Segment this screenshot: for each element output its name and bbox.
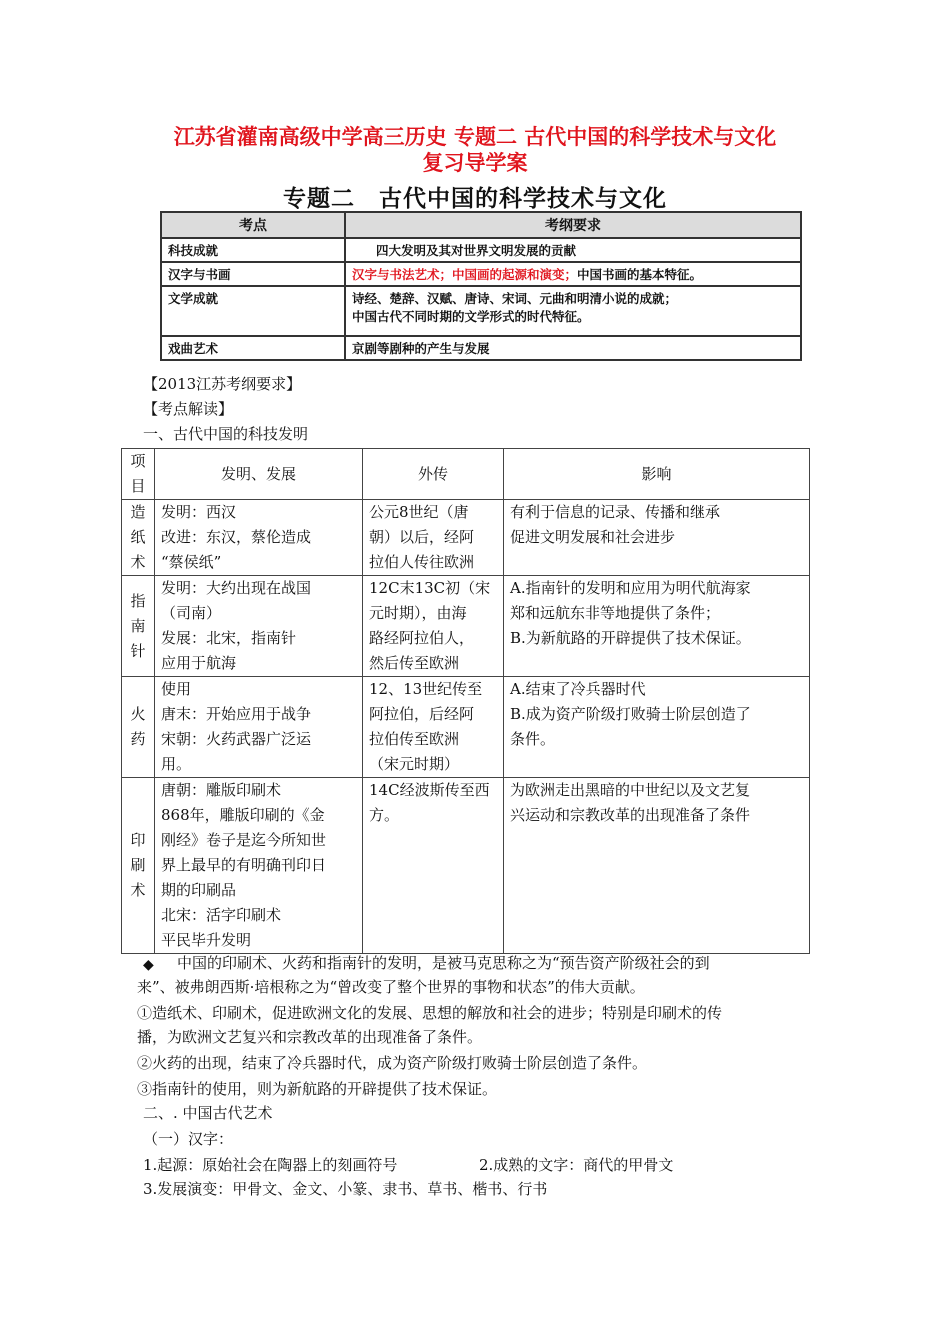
note-line: 3.发展演变：甲骨文、金文、小篆、隶书、草书、楷书、行书 [143,1180,548,1198]
cell-line: 发明：大约出现在战国 [161,579,312,597]
item-cell: 印 刷 术 [122,778,155,954]
req-point: 文学成就 [161,286,345,336]
table-row [122,576,810,677]
spread-cell [363,778,504,954]
cell-line: 朝）以后，经阿 [369,528,475,546]
note-line: 1.起源：原始社会在陶器上的刻画符号 [143,1156,398,1174]
cell-line: B.成为资产阶级打败骑士阶层创造了 [510,705,751,723]
cell-line: A.指南针的发明和应用为明代航海家 [510,579,751,597]
table-row [122,677,810,778]
topic-title: 专题二 古代中国的科学技术与文化 [283,186,667,212]
cell-line: 刚经》卷子是迄今所知世 [161,831,327,849]
header-impact: 影响 [504,449,810,500]
spread-cell [363,576,504,677]
cell-line: 路经阿拉伯人， [369,629,475,647]
note-line: 中国的印刷术、火药和指南针的发明，是被马克思称之为“预告资产阶级社会的到 [177,954,710,972]
req-header-point: 考点 [161,212,345,238]
req-text: 京剧等剧种的产生与发展 [345,336,801,360]
req-point: 戏曲艺术 [161,336,345,360]
invent-cell [155,677,363,778]
req-header-req: 考纲要求 [345,212,801,238]
inventions-table [121,448,810,954]
spread-cell [363,500,504,576]
cell-line: 拉伯人传往欧洲 [369,553,475,571]
invent-cell [155,778,363,954]
note-line: 来”、被弗朗西斯·培根称之为“曾改变了整个世界的事物和状态”的伟大贡献。 [137,978,645,996]
note-line: 播，为欧洲文艺复兴和宗教改革的出现准备了条件。 [137,1028,483,1046]
table-row [161,238,801,262]
cell-line: 12、13世纪传至 [369,680,483,698]
cell-line: 发明：西汉 [161,503,237,521]
item-cell: 火 药 [122,677,155,778]
cell-line: A.结束了冷兵器时代 [510,680,646,698]
exam-req-heading: 【2013江苏考纲要求】 [143,375,302,393]
table-row [161,336,801,360]
cell-line: 有利于信息的记录、传播和继承 [510,503,721,521]
note-line: ②火药的出现，结束了冷兵器时代，成为资产阶级打败骑士阶层创造了条件。 [137,1054,648,1072]
section-heading: 二、. 中国古代艺术 [143,1104,273,1122]
req-text-line: 中国古代不同时期的文学形式的时代特征。 [352,309,590,324]
cell-line: 应用于航海 [161,654,237,672]
cell-line: “蔡侯纸” [161,553,222,571]
cell-line: B.为新航路的开辟提供了技术保证。 [510,629,751,647]
req-point: 科技成就 [161,238,345,262]
req-point: 汉字与书画 [161,262,345,286]
doc-title-line2: 复习导学案 [422,151,528,175]
impact-cell [504,576,810,677]
cell-line: 促进文明发展和社会进步 [510,528,676,546]
cell-line: 拉伯传至欧洲 [369,730,460,748]
invent-cell [155,576,363,677]
req-text-black: 中国书画的基本特征。 [577,267,703,282]
impact-cell [504,500,810,576]
section-heading: 一、古代中国的科技发明 [143,425,309,443]
header-spread: 外传 [363,449,504,500]
cell-line: 改进：东汉，蔡伦造成 [161,528,312,546]
cell-line: 元时期），由海 [369,604,467,622]
cell-line: 宋朝：火药武器广泛运 [161,730,312,748]
cell-line: 唐末：开始应用于战争 [161,705,312,723]
cell-line: 郑和远航东非等地提供了条件； [510,604,721,622]
cell-line: 868年，雕版印刷的《金 [161,806,325,824]
table-row [122,500,810,576]
interpret-heading: 【考点解读】 [143,400,234,418]
requirements-table [160,211,802,361]
req-text [345,286,801,336]
diamond-bullet-icon: ◆ [143,957,154,973]
table-row [161,262,801,286]
cell-line: 公元8世纪（唐 [369,503,469,521]
cell-line: 然后传至欧洲 [369,654,460,672]
cell-line: （宋元时期） [369,755,460,773]
doc-title-line1: 江苏省灌南高级中学高三历史 专题二 古代中国的科学技术与文化 [173,125,777,149]
item-cell: 造 纸 术 [122,500,155,576]
cell-line: 14C经波斯传至西 [369,781,490,799]
cell-line: 条件。 [510,730,556,748]
req-text: 四大发明及其对世界文明发展的贡献 [345,238,801,262]
subsection-heading: （一）汉字： [143,1130,234,1148]
item-cell: 指 南 针 [122,576,155,677]
cell-line: 12C末13C初（宋 [369,579,491,597]
req-text-line: 诗经、楚辞、汉赋、唐诗、宋词、元曲和明清小说的成就； [352,291,678,306]
impact-cell [504,778,810,954]
header-invent: 发明、发展 [155,449,363,500]
invent-cell [155,500,363,576]
cell-line: 北宋：活字印刷术 [161,906,282,924]
note-line: ①造纸术、印刷术，促进欧洲文化的发展、思想的解放和社会的进步；特别是印刷术的传 [137,1004,723,1022]
header-item: 项 目 [122,449,155,500]
table-row [161,286,801,336]
cell-line: 兴运动和宗教改革的出现准备了条件 [510,806,751,824]
impact-cell [504,677,810,778]
table-row [122,778,810,954]
cell-line: 为欧洲走出黑暗的中世纪以及文艺复 [510,781,751,799]
cell-line: 平民毕升发明 [161,931,252,949]
cell-line: 阿拉伯，后经阿 [369,705,475,723]
cell-line: 发展：北宋，指南针 [161,629,297,647]
cell-line: （司南） [161,604,222,622]
note-line: ③指南针的使用，则为新航路的开辟提供了技术保证。 [137,1080,498,1098]
cell-line: 方。 [369,806,400,824]
cell-line: 用。 [161,755,192,773]
cell-line: 期的印刷品 [161,881,237,899]
cell-line: 界上最早的有明确刊印日 [161,856,327,874]
note-line: 2.成熟的文字：商代的甲骨文 [479,1156,674,1174]
req-text-red: 汉字与书法艺术；中国画的起源和演变； [352,267,578,282]
cell-line: 使用 [161,680,192,698]
spread-cell [363,677,504,778]
req-text [345,262,801,286]
cell-line: 唐朝：雕版印刷术 [161,781,282,799]
